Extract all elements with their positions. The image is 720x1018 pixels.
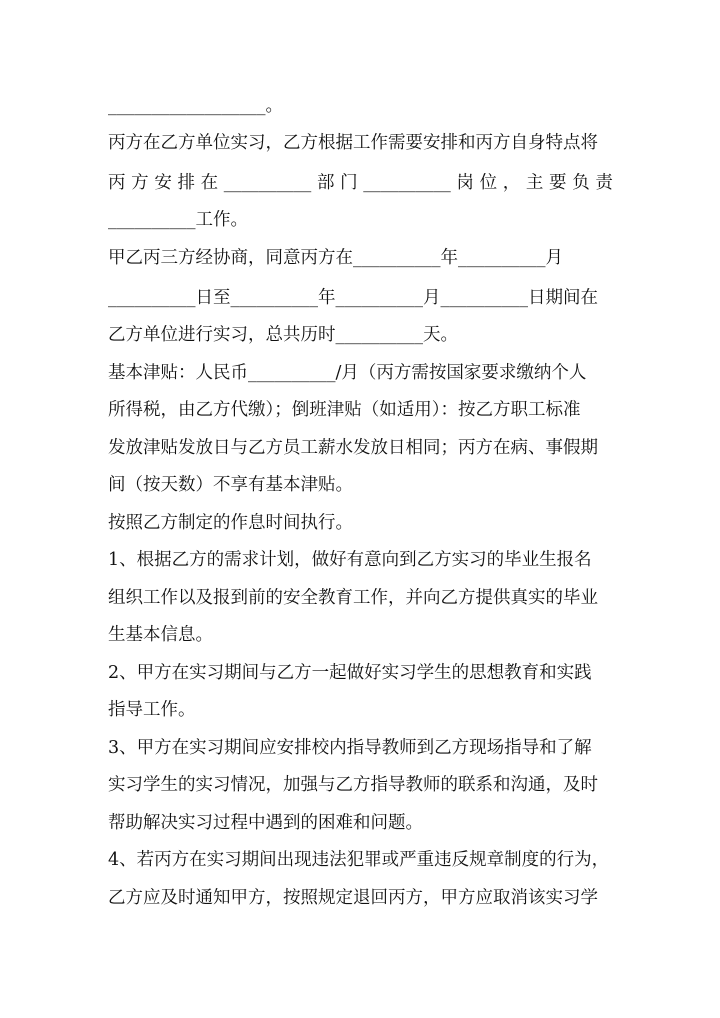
text-line-13: 1、根据乙方的需求计划，做好有意向到乙方实习的毕业生报名 <box>108 550 592 570</box>
char: ， <box>502 173 521 193</box>
text-line-3-justified <box>108 170 613 196</box>
char: 在 <box>200 173 219 193</box>
text-line-10: 发放津贴发放日与乙方员工薪水发放日相同；丙方在病、事假期 <box>108 438 598 458</box>
char: 丙 <box>108 173 126 193</box>
char: 责 <box>595 173 613 193</box>
text-line-2: 丙方在乙方单位实习，乙方根据工作需要安排和丙方自身特点将 <box>108 133 598 153</box>
text-line-12: 按照乙方制定的作息时间执行。 <box>108 513 353 533</box>
char: 方 <box>131 173 149 193</box>
char: 位 <box>479 173 498 193</box>
text-line-5: 甲乙丙三方经协商，同意丙方在__________年__________月 <box>108 248 563 268</box>
text-line-1: __________________。 <box>108 96 283 116</box>
text-line-18: 3、甲方在实习期间应安排校内指导教师到乙方现场指导和了解 <box>108 738 592 758</box>
text-line-17: 指导工作。 <box>108 700 196 720</box>
blank-position: __________ <box>363 173 451 193</box>
text-line-19: 实习学生的实习情况，加强与乙方指导教师的联系和沟通，及时 <box>108 775 598 795</box>
char: 部 <box>316 173 335 193</box>
char: 门 <box>340 173 358 193</box>
blank-department: __________ <box>223 173 312 193</box>
text-line-8: 基本津贴：人民币__________/月（丙方需按国家要求缴纳个人 <box>108 363 587 383</box>
char: 主 <box>525 173 544 193</box>
text-line-15: 生基本信息。 <box>108 625 213 645</box>
text-line-16: 2、甲方在实习期间与乙方一起做好实习学生的思想教育和实践 <box>108 663 592 683</box>
text-line-22: 乙方应及时通知甲方，按照规定退回丙方，甲方应取消该实习学 <box>108 888 598 908</box>
char: 安 <box>154 173 172 193</box>
char: 要 <box>549 173 567 193</box>
char: 负 <box>572 173 590 193</box>
text-line-7: 乙方单位进行实习，总共历时__________天。 <box>108 325 458 345</box>
text-line-11: 间（按天数）不享有基本津贴。 <box>108 475 353 495</box>
text-line-20: 帮助解决实习过程中遇到的困难和问题。 <box>108 813 423 833</box>
char: 排 <box>177 173 195 193</box>
char: 岗 <box>456 173 474 193</box>
text-line-4: __________工作。 <box>108 210 248 230</box>
text-line-14: 组织工作以及报到前的安全教育工作，并向乙方提供真实的毕业 <box>108 588 598 608</box>
text-line-21: 4、若丙方在实习期间出现违法犯罪或严重违反规章制度的行为， <box>108 850 610 870</box>
text-line-9: 所得税，由乙方代缴）；倒班津贴（如适用）：按乙方职工标准 <box>108 400 581 420</box>
text-line-6: __________日至__________年__________月__________日期间在 <box>108 288 598 308</box>
